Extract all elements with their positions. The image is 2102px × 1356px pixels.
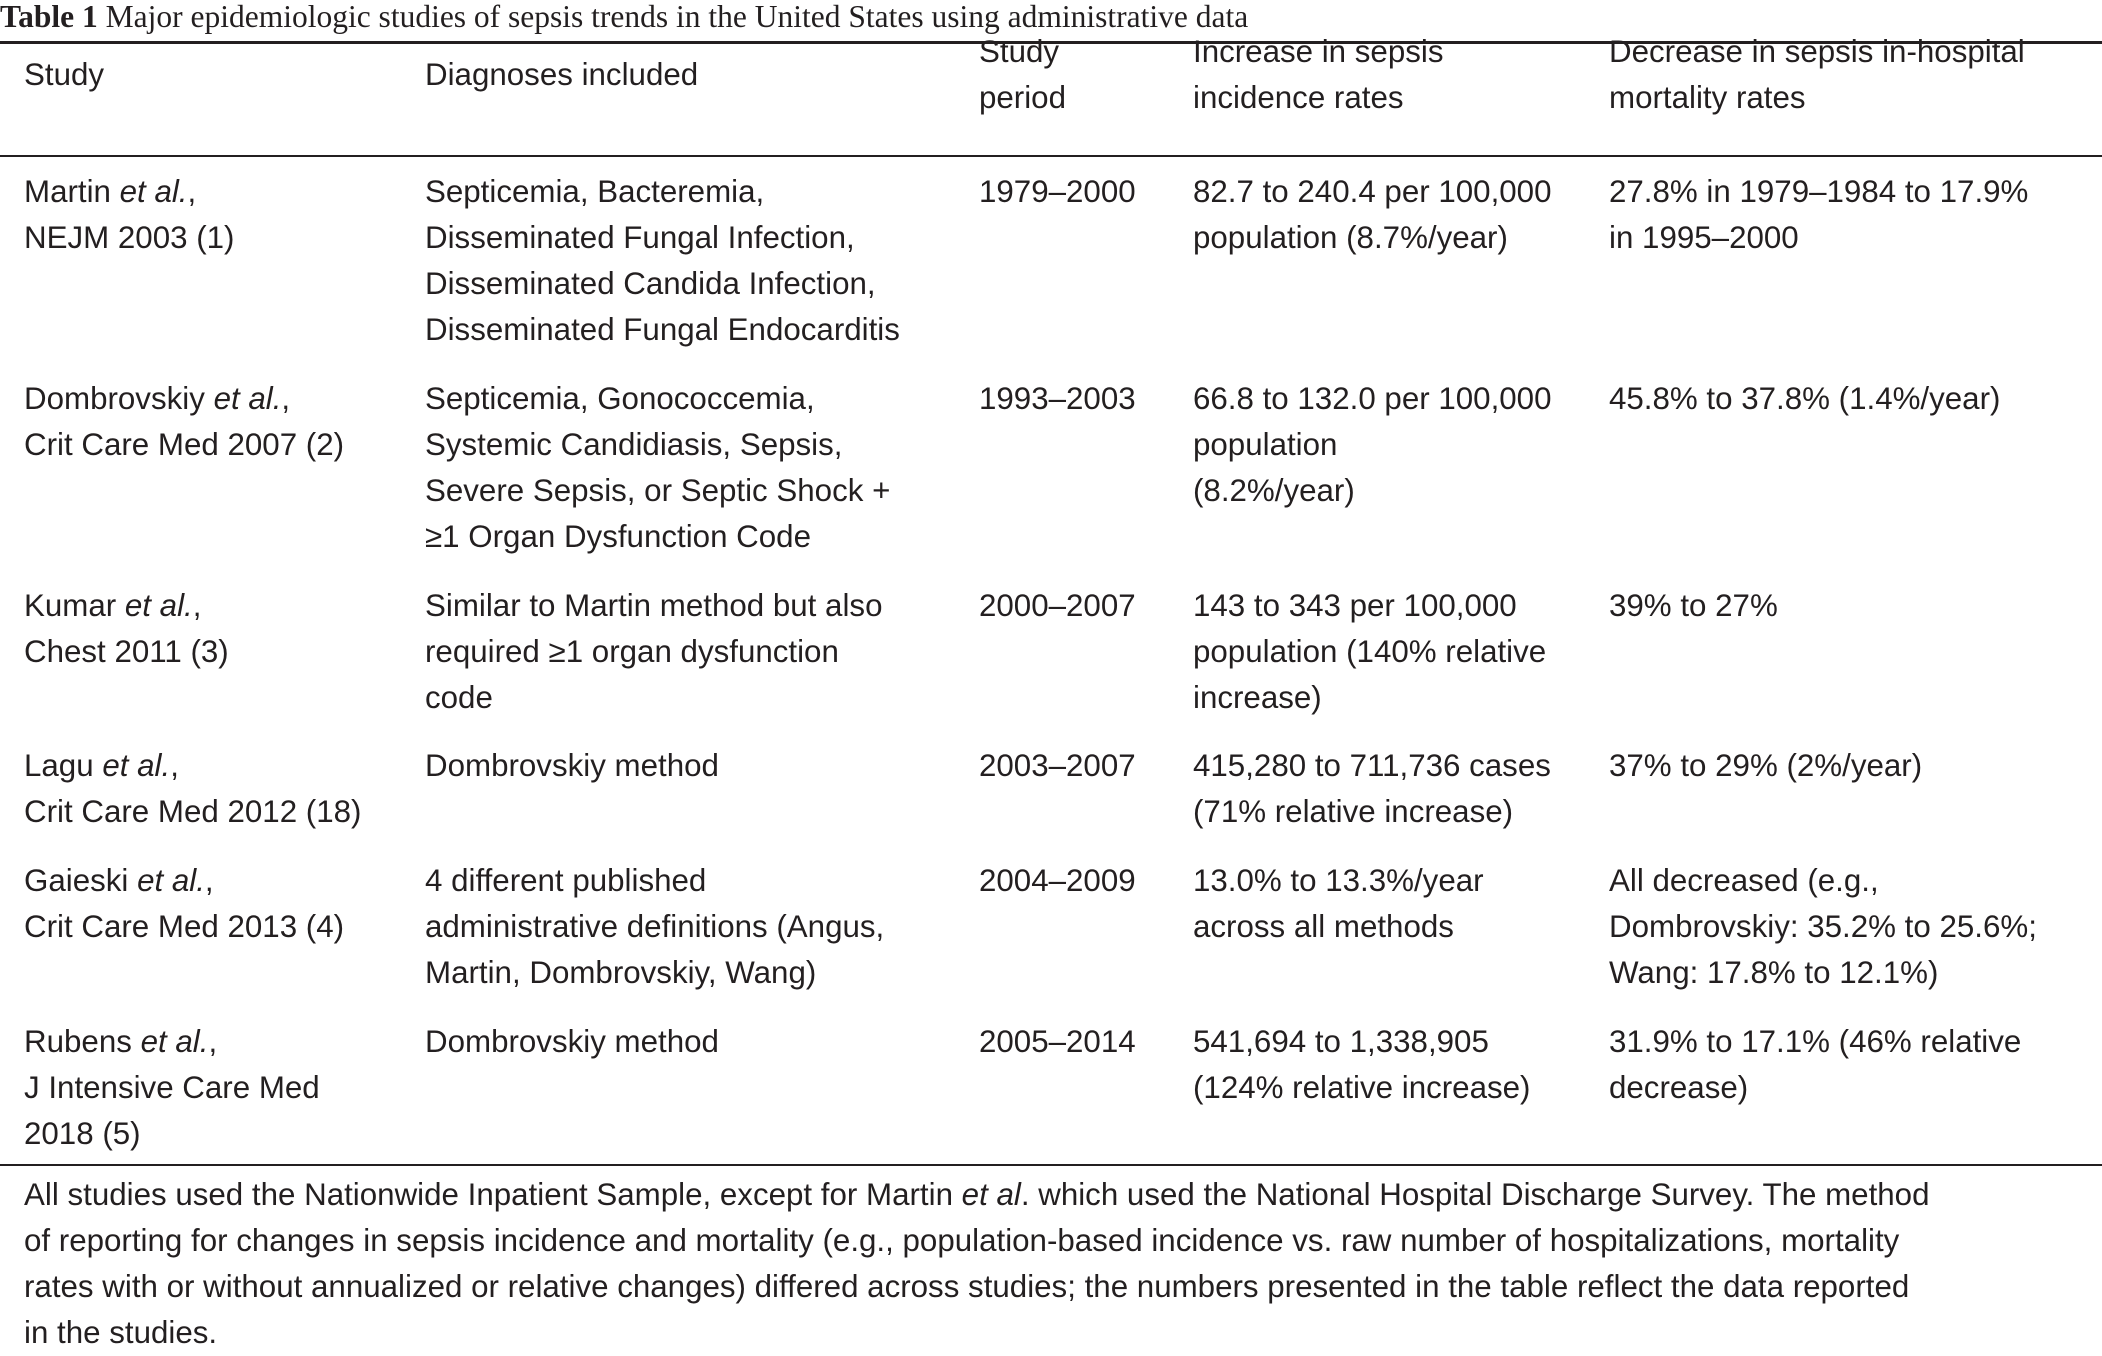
cell-line: increase) xyxy=(1193,680,1322,715)
header-line: Diagnoses included xyxy=(425,57,699,92)
header-line: Study xyxy=(24,57,105,92)
column-header-mortality xyxy=(1609,29,2025,121)
et-al-text: et al xyxy=(961,1177,1021,1212)
cell-mortality xyxy=(1609,169,2028,261)
header-line: Study xyxy=(979,34,1060,69)
cell-line: Similar to Martin method but also xyxy=(425,588,883,623)
cell-diagnoses xyxy=(425,583,882,721)
punctuation-text: , xyxy=(192,588,202,623)
footnote-text: . which used the National Hospital Discharge Survey. The method xyxy=(1020,1177,1930,1212)
cell-line: 1979–2000 xyxy=(979,174,1136,209)
cell-study-period xyxy=(979,583,1136,629)
cell-line: 13.0% to 13.3%/year xyxy=(1193,863,1484,898)
cell-line: 27.8% in 1979–1984 to 17.9% xyxy=(1609,174,2029,209)
column-header-incidence xyxy=(1193,29,1444,121)
table-caption-label: Table 1 xyxy=(0,0,98,34)
cell-line: 66.8 to 132.0 per 100,000 xyxy=(1193,381,1552,416)
cell-line: Dombrovskiy: 35.2% to 25.6%; xyxy=(1609,909,2037,944)
cell-diagnoses xyxy=(425,1019,719,1065)
author-text: NEJM 2003 (1) xyxy=(24,220,235,255)
header-line: mortality rates xyxy=(1609,80,1806,115)
header-line: period xyxy=(979,80,1066,115)
author-text: Chest 2011 (3) xyxy=(24,634,229,669)
header-line: incidence rates xyxy=(1193,80,1404,115)
cell-line: across all methods xyxy=(1193,909,1454,944)
footnote-line xyxy=(24,1310,2084,1356)
cell-line: (8.2%/year) xyxy=(1193,473,1355,508)
author-text: Rubens xyxy=(24,1024,141,1059)
cell-incidence xyxy=(1193,376,1551,514)
cell-line: 31.9% to 17.1% (46% relative xyxy=(1609,1024,2022,1059)
cell-line: 2004–2009 xyxy=(979,863,1136,898)
cell-incidence xyxy=(1193,169,1551,261)
cell-mortality xyxy=(1609,376,2000,422)
footnote-text: All studies used the Nationwide Inpatient Sample, except for Martin xyxy=(24,1177,962,1212)
cell-line: Systemic Candidiasis, Sepsis, xyxy=(425,427,843,462)
cell-line: population (140% relative xyxy=(1193,634,1547,669)
cell-line: Septicemia, Bacteremia, xyxy=(425,174,765,209)
study-citation-line xyxy=(24,629,229,675)
cell-diagnoses xyxy=(425,376,890,560)
cell-line: 37% to 29% (2%/year) xyxy=(1609,748,1923,783)
study-citation-line xyxy=(24,904,344,950)
punctuation-text: , xyxy=(187,174,197,209)
cell-line: code xyxy=(425,680,493,715)
cell-line: population (8.7%/year) xyxy=(1193,220,1508,255)
et-al-text: et al. xyxy=(213,381,282,416)
cell-line: 2005–2014 xyxy=(979,1024,1136,1059)
column-header-study-period xyxy=(979,29,1066,121)
cell-line: population xyxy=(1193,427,1338,462)
cell-incidence xyxy=(1193,858,1484,950)
study-citation-line xyxy=(24,422,344,468)
table-footnote xyxy=(24,1172,2084,1356)
cell-line: 2003–2007 xyxy=(979,748,1136,783)
study-citation-line xyxy=(24,858,344,904)
author-text: Gaieski xyxy=(24,863,138,898)
study-citation-line xyxy=(24,1019,320,1065)
cell-line: 1993–2003 xyxy=(979,381,1136,416)
study-citation-line xyxy=(24,169,234,215)
cell-incidence xyxy=(1193,1019,1530,1111)
cell-study-period xyxy=(979,1019,1136,1065)
author-text: J Intensive Care Med xyxy=(24,1070,320,1105)
cell-line: Disseminated Fungal Endocarditis xyxy=(425,312,900,347)
cell-mortality xyxy=(1609,743,1922,789)
author-text: Crit Care Med 2013 (4) xyxy=(24,909,345,944)
study-citation-line xyxy=(24,1065,320,1111)
author-text: Kumar xyxy=(24,588,125,623)
cell-study xyxy=(24,743,361,835)
et-al-text: et al. xyxy=(137,863,205,898)
footnote-text: rates with or without annualized or relative changes) differed across studies; the numbers presented in the table reflect the data reported xyxy=(24,1269,1910,1304)
author-text: Dombrovskiy xyxy=(24,381,214,416)
cell-incidence xyxy=(1193,743,1551,835)
cell-study-period xyxy=(979,858,1136,904)
study-citation-line xyxy=(24,215,234,261)
footnote-line xyxy=(24,1218,2084,1264)
header-line: Increase in sepsis xyxy=(1193,34,1444,69)
author-text: Crit Care Med 2007 (2) xyxy=(24,427,345,462)
study-citation-line xyxy=(24,789,361,835)
study-citation-line xyxy=(24,583,229,629)
footnote-text: in the studies. xyxy=(24,1315,218,1350)
cell-mortality xyxy=(1609,583,1778,629)
cell-line: Dombrovskiy method xyxy=(425,1024,719,1059)
cell-line: in 1995–2000 xyxy=(1609,220,1799,255)
punctuation-text: , xyxy=(208,1024,218,1059)
author-text: Crit Care Med 2012 (18) xyxy=(24,794,362,829)
cell-diagnoses xyxy=(425,858,884,996)
study-citation-line xyxy=(24,1111,320,1157)
footnote-line xyxy=(24,1264,2084,1310)
cell-line: Disseminated Fungal Infection, xyxy=(425,220,855,255)
footnote-line xyxy=(24,1172,2084,1218)
cell-study xyxy=(24,376,344,468)
cell-line: (124% relative increase) xyxy=(1193,1070,1531,1105)
cell-line: All decreased (e.g., xyxy=(1609,863,1879,898)
cell-diagnoses xyxy=(425,743,719,789)
footnote-text: of reporting for changes in sepsis incidence and mortality (e.g., population-based incidence vs. raw number of hospitalizations, mortality xyxy=(24,1223,1900,1258)
cell-line: Martin, Dombrovskiy, Wang) xyxy=(425,955,817,990)
et-al-text: et al. xyxy=(102,748,171,783)
cell-line: 415,280 to 711,736 cases xyxy=(1193,748,1551,783)
cell-line: 541,694 to 1,338,905 xyxy=(1193,1024,1489,1059)
cell-line: 39% to 27% xyxy=(1609,588,1778,623)
cell-line: ≥1 Organ Dysfunction Code xyxy=(425,519,811,554)
author-text: Lagu xyxy=(24,748,103,783)
cell-study xyxy=(24,1019,320,1157)
table-caption-text: Major epidemiologic studies of sepsis trends in the United States using administrative data xyxy=(105,0,1249,34)
cell-line: 4 different published xyxy=(425,863,707,898)
author-text: Martin xyxy=(24,174,120,209)
cell-study xyxy=(24,169,234,261)
cell-line: Septicemia, Gonococcemia, xyxy=(425,381,815,416)
cell-line: decrease) xyxy=(1609,1070,1749,1105)
cell-line: (71% relative increase) xyxy=(1193,794,1514,829)
cell-mortality xyxy=(1609,858,2037,996)
et-al-text: et al. xyxy=(119,174,188,209)
cell-line: 2000–2007 xyxy=(979,588,1136,623)
cell-line: Wang: 17.8% to 12.1%) xyxy=(1609,955,1939,990)
et-al-text: et al. xyxy=(124,588,193,623)
cell-line: Dombrovskiy method xyxy=(425,748,719,783)
cell-line: Disseminated Candida Infection, xyxy=(425,266,876,301)
punctuation-text: , xyxy=(204,863,214,898)
cell-study-period xyxy=(979,743,1136,789)
study-citation-line xyxy=(24,376,344,422)
cell-mortality xyxy=(1609,1019,2021,1111)
column-header-study xyxy=(24,52,104,98)
cell-study xyxy=(24,583,229,675)
cell-study-period xyxy=(979,169,1136,215)
cell-line: 45.8% to 37.8% (1.4%/year) xyxy=(1609,381,2001,416)
cell-study-period xyxy=(979,376,1136,422)
cell-study xyxy=(24,858,344,950)
punctuation-text: , xyxy=(281,381,291,416)
study-citation-line xyxy=(24,743,361,789)
cell-line: administrative definitions (Angus, xyxy=(425,909,885,944)
cell-incidence xyxy=(1193,583,1546,721)
cell-line: 143 to 343 per 100,000 xyxy=(1193,588,1517,623)
cell-line: required ≥1 organ dysfunction xyxy=(425,634,839,669)
author-text: 2018 (5) xyxy=(24,1116,141,1151)
column-header-diagnoses xyxy=(425,52,698,98)
punctuation-text: , xyxy=(170,748,179,783)
cell-diagnoses xyxy=(425,169,900,353)
cell-line: Severe Sepsis, or Septic Shock + xyxy=(425,473,891,508)
cell-line: 82.7 to 240.4 per 100,000 xyxy=(1193,174,1552,209)
header-line: Decrease in sepsis in-hospital xyxy=(1609,34,2025,69)
et-al-text: et al. xyxy=(140,1024,209,1059)
